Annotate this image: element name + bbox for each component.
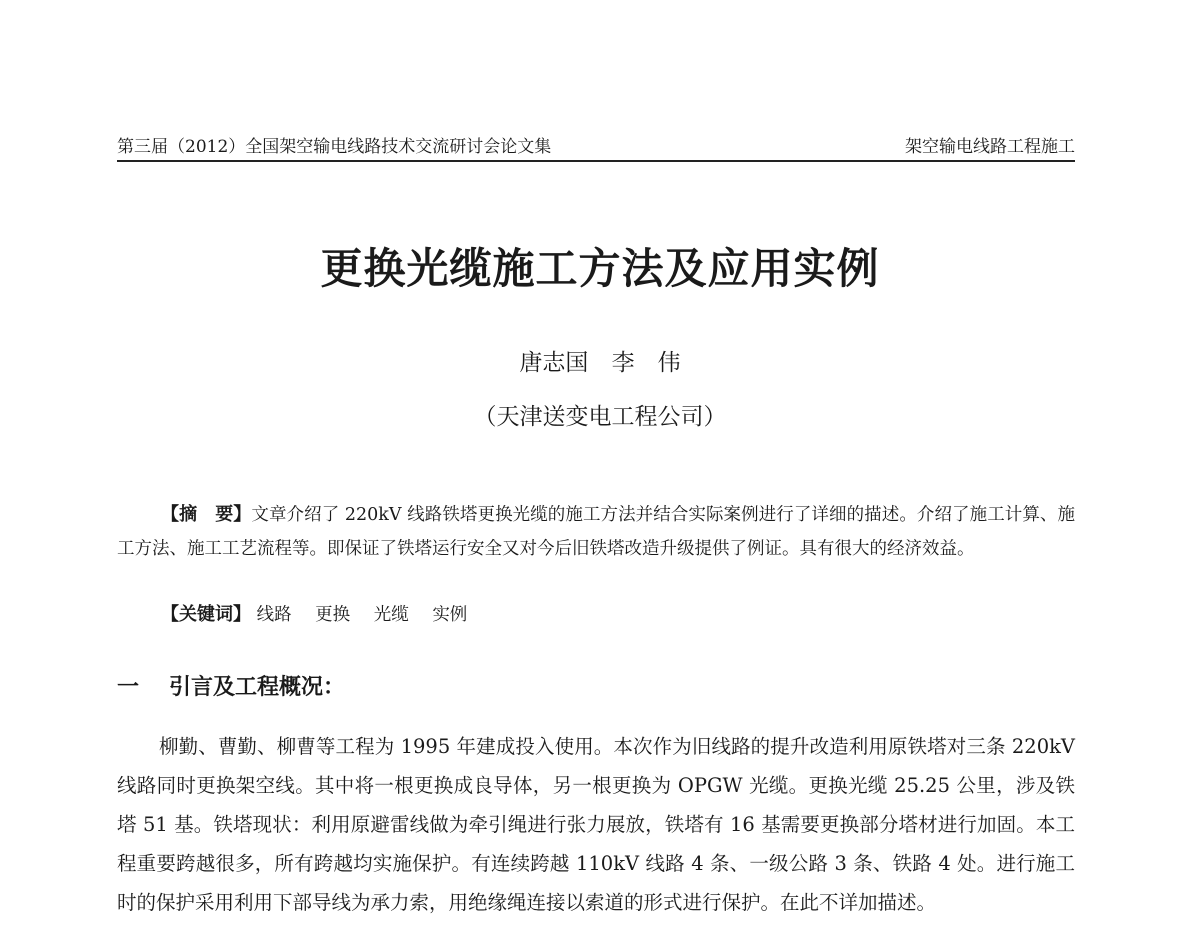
abstract-label: 【摘 要】 — [161, 504, 252, 525]
author-list — [0, 344, 1200, 377]
section-title: 引言及工程概况： — [169, 675, 346, 700]
section-category: 架空输电线路工程施工 — [905, 137, 1075, 157]
author-name: 唐志国 — [519, 350, 589, 376]
keywords — [161, 600, 485, 630]
abstract — [117, 498, 1075, 566]
affiliation: （天津送变电工程公司） — [473, 404, 727, 430]
section-heading — [117, 672, 345, 704]
paper-title: 更换光缆施工方法及应用实例 — [320, 244, 880, 293]
header-rule — [117, 160, 1075, 162]
proceedings-title: 第三届（2012）全国架空输电线路技术交流研讨会论文集 — [117, 137, 552, 157]
keyword: 光缆 — [373, 605, 409, 625]
body-paragraph: 柳勤、曹勤、柳曹等工程为 1995 年建成投入使用。本次作为旧线路的提升改造利用原铁塔对三条 220kV 线路同时更换架空线。其中将一根更换成良导体，另一根更换为 OPGW 光缆。更换光缆 25.25 公里，涉及铁塔 51 基。铁塔现状：利用原避雷线做为牵引绳进行张力展放，铁塔有 16 基需要更换部分塔材进行加固。本工程重要跨越很多，所有跨越均实施保护。有连续跨越 110kV 线路 4 条、一级公路 3 条、铁路 4 处。进行施工时的保护采用利用下部导线为承力索，用绝缘绳连接以索道的形式进行保护。在此不详加描述。 — [117, 735, 1075, 914]
keyword: 实例 — [432, 605, 468, 625]
keywords-label: 【关键词】 — [161, 604, 251, 625]
author-name: 李 伟 — [611, 350, 681, 376]
keyword: 线路 — [256, 605, 292, 625]
running-header — [117, 134, 1075, 160]
keyword: 更换 — [315, 605, 351, 625]
section-number: 一 — [117, 675, 140, 700]
abstract-text: 文章介绍了 220kV 线路铁塔更换光缆的施工方法并结合实际案例进行了详细的描述。介绍了施工计算、施工方法、施工工艺流程等。即保证了铁塔运行安全又对今后旧铁塔改造升级提供了例证。具有很大的经济效益。 — [117, 505, 1075, 559]
